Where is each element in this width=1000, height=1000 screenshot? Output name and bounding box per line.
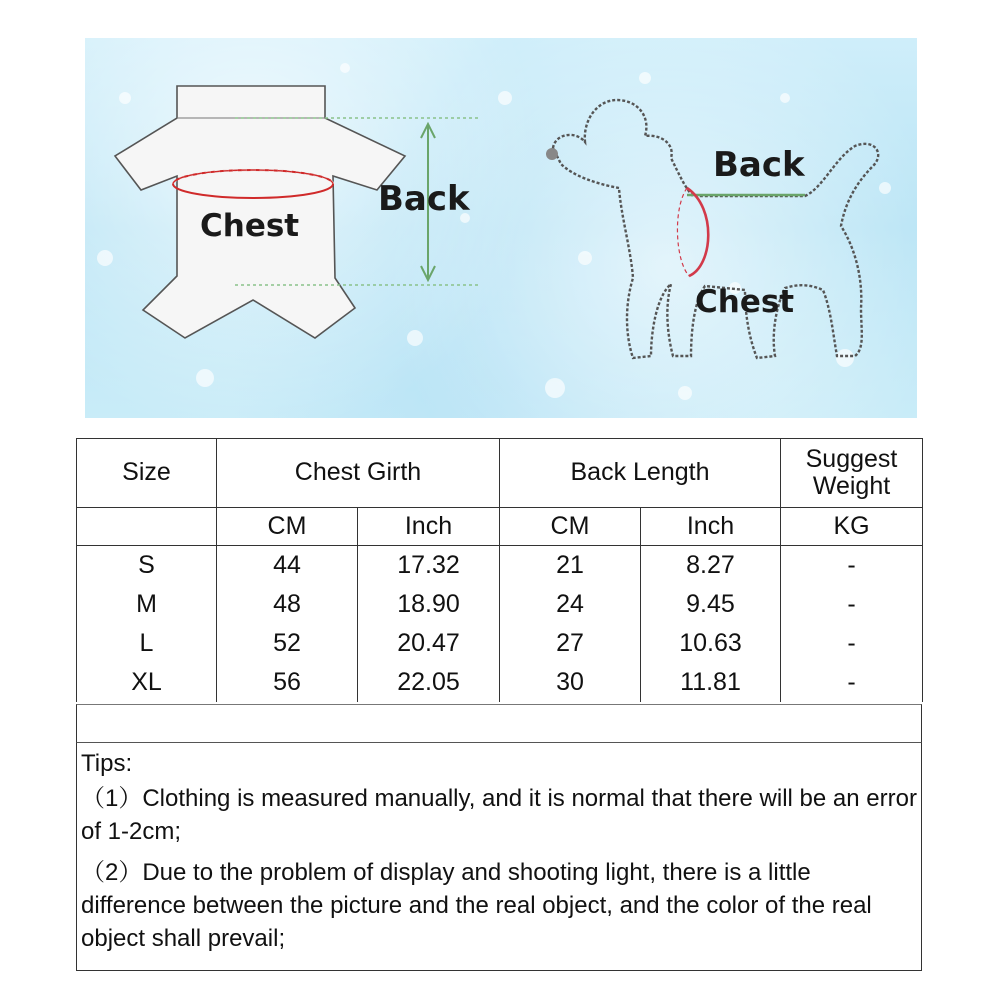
cell-back-cm: 27 bbox=[500, 624, 641, 663]
table-row bbox=[77, 546, 923, 586]
unit-size bbox=[77, 508, 217, 546]
cell-size: M bbox=[77, 585, 217, 624]
cell-back-cm: 30 bbox=[500, 663, 641, 702]
cell-chest-cm: 44 bbox=[217, 546, 358, 586]
dog-chest-label: Chest bbox=[695, 284, 795, 320]
table-units-row bbox=[77, 508, 923, 546]
cell-chest-cm: 52 bbox=[217, 624, 358, 663]
cell-back-inch: 10.63 bbox=[641, 624, 781, 663]
header-size: Size bbox=[77, 439, 217, 508]
cell-chest-cm: 48 bbox=[217, 585, 358, 624]
header-suggest-weight: Suggest Weight bbox=[781, 439, 923, 508]
unit-chest-inch: Inch bbox=[358, 508, 500, 546]
table-row bbox=[77, 624, 923, 663]
cell-back-inch: 8.27 bbox=[641, 546, 781, 586]
cell-back-inch: 11.81 bbox=[641, 663, 781, 702]
table-row bbox=[77, 663, 923, 702]
cell-chest-inch: 18.90 bbox=[358, 585, 500, 624]
tips-section bbox=[76, 742, 922, 971]
cell-back-cm: 24 bbox=[500, 585, 641, 624]
cell-chest-inch: 20.47 bbox=[358, 624, 500, 663]
diagram-illustration bbox=[85, 38, 917, 418]
cell-size: XL bbox=[77, 663, 217, 702]
table-blank-row bbox=[76, 704, 922, 742]
unit-back-inch: Inch bbox=[641, 508, 781, 546]
size-chart-table bbox=[76, 438, 923, 702]
tips-heading: Tips: bbox=[81, 750, 133, 777]
cell-weight: - bbox=[781, 585, 923, 624]
unit-back-cm: CM bbox=[500, 508, 641, 546]
cell-chest-cm: 56 bbox=[217, 663, 358, 702]
cell-size: S bbox=[77, 546, 217, 586]
cell-back-inch: 9.45 bbox=[641, 585, 781, 624]
header-back-length: Back Length bbox=[500, 439, 781, 508]
measurement-diagram bbox=[85, 38, 917, 418]
cell-weight: - bbox=[781, 546, 923, 586]
cell-weight: - bbox=[781, 624, 923, 663]
unit-chest-cm: CM bbox=[217, 508, 358, 546]
unit-weight: KG bbox=[781, 508, 923, 546]
dog-back-label: Back bbox=[713, 145, 805, 185]
cell-weight: - bbox=[781, 663, 923, 702]
cell-chest-inch: 17.32 bbox=[358, 546, 500, 586]
table-header-row bbox=[77, 439, 923, 508]
cell-back-cm: 21 bbox=[500, 546, 641, 586]
cell-size: L bbox=[77, 624, 217, 663]
header-chest-girth: Chest Girth bbox=[217, 439, 500, 508]
garment-back-label: Back bbox=[378, 179, 470, 219]
tip-item-1: （1）Clothing is measured manually, and it is normal that there will be an error of 1-2cm; bbox=[81, 785, 917, 845]
cell-chest-inch: 22.05 bbox=[358, 663, 500, 702]
table-row bbox=[77, 585, 923, 624]
tip-item-2: （2）Due to the problem of display and shooting light, there is a little difference between the picture and the real object, and the color of the real object shall prevail; bbox=[81, 859, 872, 952]
garment-chest-label: Chest bbox=[200, 208, 300, 244]
